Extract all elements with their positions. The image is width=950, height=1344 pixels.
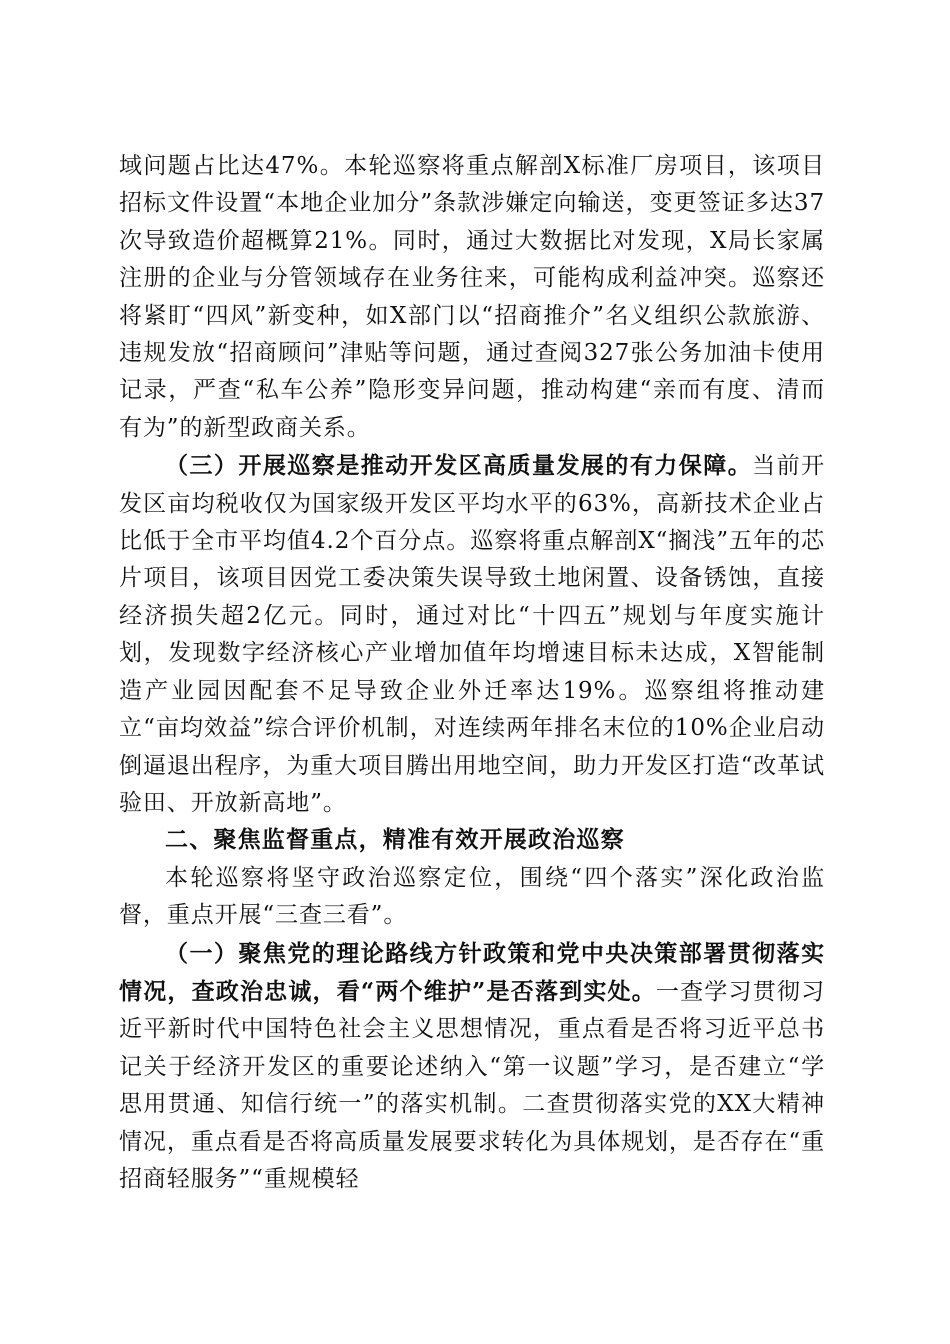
paragraph-benefit-conflict — [119, 148, 825, 447]
paragraph-lead-heading: （一）聚焦党的理论路线方针政策和党中央决策部署贯彻落实情况，查政治忠诚，看“两个维护”是否落到实处。 — [119, 939, 825, 1005]
paragraph-text: 当前开发区亩均税收仅为国家级开发区平均水平的63%，高新技术企业占比低于全市平均值4.2个百分点。巡察将重点解剖X“搁浅”五年的芯片项目，该项目因党工委决策失误导致土地闲置、设备锈蚀，直接经济损失超2亿元。同时，通过对比“十四五”规划与年度实施计划，发现数字经济核心产业增加值年均增速目标未达成，X智能制造产业园因配套不足导致企业外迁率达19%。巡察组将推动建立“亩均效益”综合评价机制，对连续两年排名末位的10%企业启动倒逼退出程序，为重大项目腾出用地空间，助力开发区打造“改革试验田、开放新高地”。 — [119, 453, 826, 816]
section-heading-two: 二、聚焦监督重点，精准有效开展政治巡察 — [165, 827, 625, 854]
paragraph-text: 本轮巡察将坚守政治巡察定位，围绕“四个落实”深化政治监督，重点开展“三查三看”。 — [119, 864, 825, 929]
paragraph-inspection-focus — [119, 860, 825, 935]
document-body — [119, 148, 825, 1198]
paragraph-text: 域问题占比达47%。本轮巡察将重点解剖X标准厂房项目，该项目招标文件设置“本地企业加分”条款涉嫌定向输送，变更签证多达37次导致造价超概算21%。同时，通过大数据比对发现，X局长家属注册的企业与分管领域存在业务往来，可能构成利益冲突。巡察还将紧盯“四风”新变种，如X部门以“招商推介”名义组织公款旅游、违规发放“招商顾问”津贴等问题，通过查阅327张公务加油卡使用记录，严查“私车公养”隐形变异问题，推动构建“亲而有度、清而有为”的新型政商关系。 — [119, 153, 825, 441]
paragraph-lead-heading: （三）开展巡察是推动开发区高质量发展的有力保障。 — [165, 452, 753, 480]
paragraph-subsection-one — [119, 935, 825, 1199]
paragraph-section-three — [119, 447, 825, 822]
paragraph-text: 一查学习贯彻习近平新时代中国特色社会主义思想情况，重点看是否将习近平总书记关于经济开发区的重要论述纳入“第一议题”学习，是否建立“学思用贯通、知信行统一”的落实机制。二查贯彻落实党的XX大精神情况，重点看是否将高质量发展要求转化为具体规划，是否存在“重招商轻服务”“重规模轻 — [119, 978, 825, 1192]
